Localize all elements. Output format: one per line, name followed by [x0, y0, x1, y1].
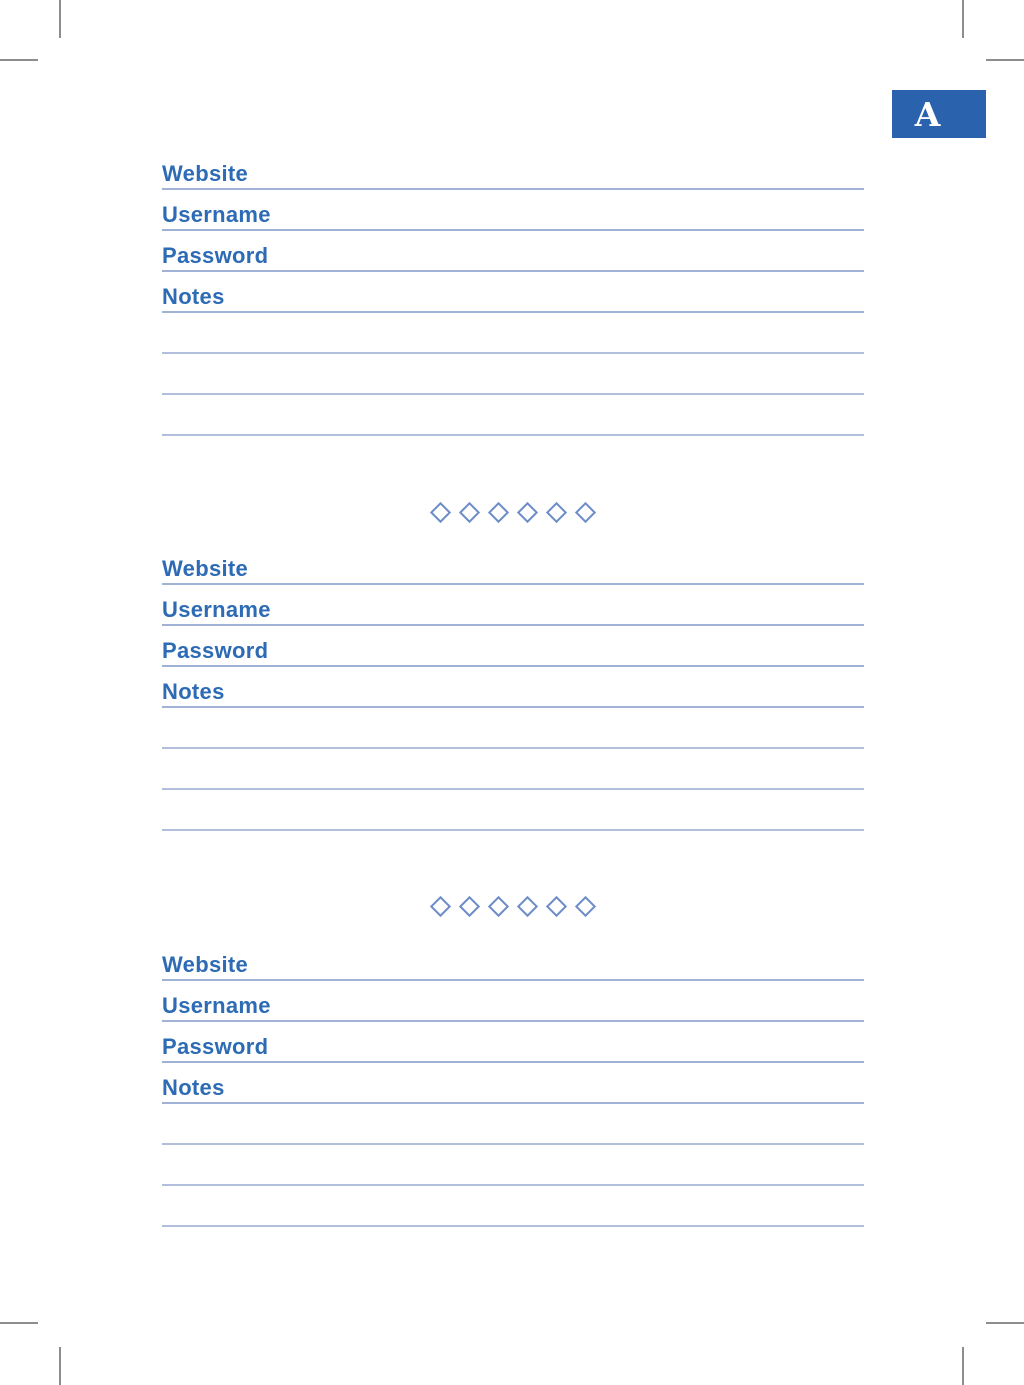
field-row-username: [162, 981, 864, 1022]
blank-writing-line: [162, 1104, 864, 1145]
field-row-website: [162, 544, 864, 585]
field-label-password: Password: [162, 638, 269, 663]
crop-mark-top-left-vertical: [59, 0, 61, 38]
crop-mark-bottom-left-vertical: [59, 1347, 61, 1385]
blank-writing-line: [162, 749, 864, 790]
field-row-notes: [162, 272, 864, 313]
field-label-notes: Notes: [162, 1075, 225, 1100]
diamond-separator: [162, 895, 864, 917]
diamond-outline-icon: [430, 501, 451, 522]
blank-writing-line: [162, 1186, 864, 1227]
diamond-outline-icon: [459, 501, 480, 522]
diamond-outline-icon: [430, 895, 451, 916]
blank-writing-line: [162, 790, 864, 831]
field-label-website: Website: [162, 952, 249, 977]
password-entry-block: [162, 544, 864, 831]
field-label-username: Username: [162, 597, 271, 622]
crop-mark-top-right-vertical: [962, 0, 964, 38]
field-label-username: Username: [162, 202, 271, 227]
password-entry-block: [162, 940, 864, 1227]
field-label-website: Website: [162, 556, 249, 581]
alphabet-tab-a: [892, 90, 986, 138]
alphabet-tab-letter: A: [914, 94, 941, 134]
diamond-outline-icon: [546, 501, 567, 522]
diamond-outline-icon: [488, 501, 509, 522]
blank-writing-line: [162, 313, 864, 354]
field-row-website: [162, 940, 864, 981]
field-label-notes: Notes: [162, 284, 225, 309]
field-label-website: Website: [162, 161, 249, 186]
diamond-outline-icon: [459, 895, 480, 916]
crop-mark-top-right-horizontal: [986, 59, 1024, 61]
crop-mark-bottom-right-vertical: [962, 1347, 964, 1385]
diamond-outline-icon: [575, 895, 596, 916]
field-label-password: Password: [162, 243, 269, 268]
field-row-password: [162, 626, 864, 667]
field-row-password: [162, 231, 864, 272]
blank-writing-line: [162, 1145, 864, 1186]
password-entry-block: [162, 149, 864, 436]
diamond-outline-icon: [488, 895, 509, 916]
diamond-outline-icon: [517, 501, 538, 522]
field-row-username: [162, 585, 864, 626]
blank-writing-line: [162, 395, 864, 436]
crop-mark-bottom-right-horizontal: [986, 1322, 1024, 1324]
blank-writing-line: [162, 708, 864, 749]
diamond-outline-icon: [546, 895, 567, 916]
field-row-notes: [162, 1063, 864, 1104]
blank-writing-line: [162, 354, 864, 395]
field-row-website: [162, 149, 864, 190]
crop-mark-bottom-left-horizontal: [0, 1322, 38, 1324]
crop-mark-top-left-horizontal: [0, 59, 38, 61]
field-label-notes: Notes: [162, 679, 225, 704]
field-row-username: [162, 190, 864, 231]
field-row-notes: [162, 667, 864, 708]
field-label-username: Username: [162, 993, 271, 1018]
diamond-separator: [162, 501, 864, 523]
field-label-password: Password: [162, 1034, 269, 1059]
field-row-password: [162, 1022, 864, 1063]
diamond-outline-icon: [517, 895, 538, 916]
diamond-outline-icon: [575, 501, 596, 522]
